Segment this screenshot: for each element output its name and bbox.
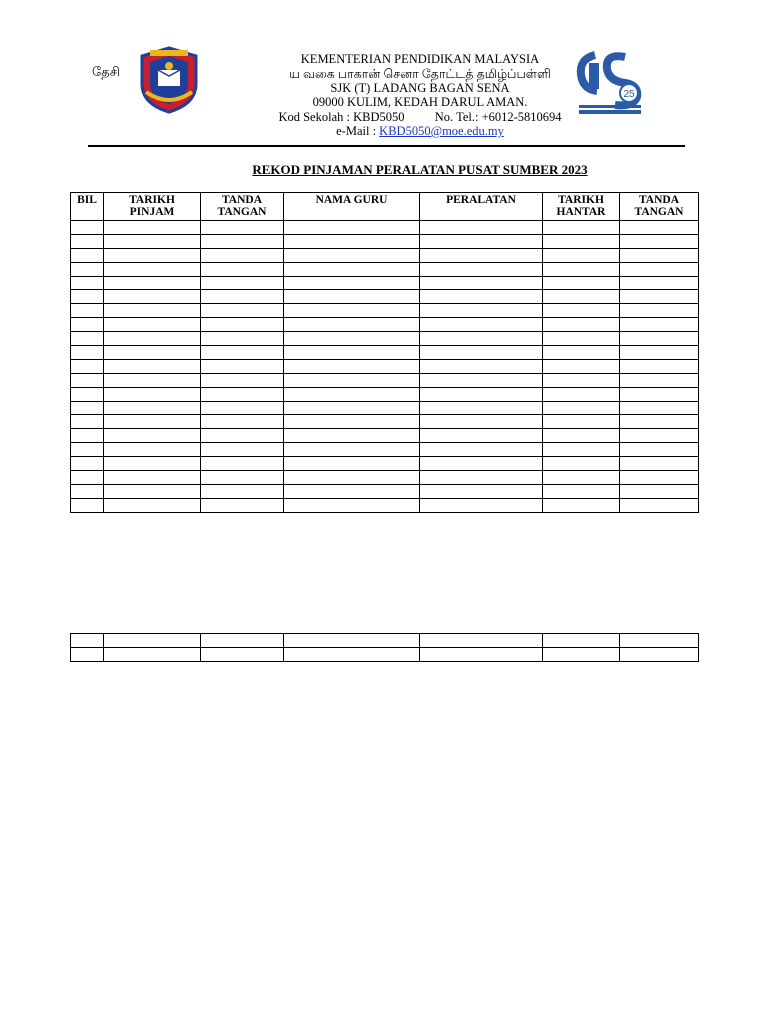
school-name: SJK (T) LADANG BAGAN SENA <box>330 81 510 95</box>
table-cell <box>420 359 543 373</box>
table-row <box>71 318 699 332</box>
table-row <box>71 373 699 387</box>
table-cell <box>71 415 104 429</box>
table-cell <box>71 262 104 276</box>
table-row <box>71 634 699 648</box>
table-cell <box>201 304 284 318</box>
email-line <box>200 124 640 139</box>
table-row <box>71 484 699 498</box>
school-code-label: Kod Sekolah : <box>278 110 350 124</box>
table-cell <box>284 415 420 429</box>
table-cell <box>201 498 284 512</box>
table-cell <box>71 318 104 332</box>
table-cell <box>620 373 699 387</box>
table-cell <box>201 471 284 485</box>
table-cell <box>104 457 201 471</box>
table-cell <box>420 401 543 415</box>
table-row <box>71 262 699 276</box>
table-cell <box>620 359 699 373</box>
col-header-tanda-tangan: TANDA TANGAN <box>201 193 284 221</box>
table-cell <box>284 290 420 304</box>
school-emblem-logo <box>136 46 202 114</box>
table-body <box>71 221 699 513</box>
school-name-tamil: ய வகை பாகான் செனா தோட்டத் தமிழ்ப்பள்ளி <box>289 67 551 81</box>
table-row <box>71 443 699 457</box>
table-cell <box>543 318 620 332</box>
table-cell <box>620 429 699 443</box>
document-title: REKOD PINJAMAN PERALATAN PUSAT SUMBER 2023 <box>252 162 588 177</box>
table-body-continuation <box>71 634 699 662</box>
table-cell <box>543 346 620 360</box>
table-cell <box>104 318 201 332</box>
table-cell <box>543 457 620 471</box>
table-cell <box>284 373 420 387</box>
table-cell <box>201 346 284 360</box>
table-cell <box>104 429 201 443</box>
table-row <box>71 647 699 661</box>
table-cell <box>620 304 699 318</box>
table-cell <box>543 248 620 262</box>
table-cell <box>543 634 620 648</box>
table-cell <box>104 373 201 387</box>
table-cell <box>420 276 543 290</box>
table-cell <box>420 346 543 360</box>
table-cell <box>620 484 699 498</box>
header-left-text: தேசி <box>92 64 120 79</box>
table-cell <box>543 471 620 485</box>
table-cell <box>620 443 699 457</box>
table-cell <box>620 248 699 262</box>
table-cell <box>201 373 284 387</box>
phone-label: No. Tel.: <box>434 110 479 124</box>
table-cell <box>420 373 543 387</box>
table-cell <box>201 429 284 443</box>
table-cell <box>420 457 543 471</box>
phone-value: +6012-5810694 <box>481 110 562 124</box>
table-cell <box>71 248 104 262</box>
table-cell <box>420 647 543 661</box>
table-cell <box>201 276 284 290</box>
table-cell <box>620 346 699 360</box>
loan-record-table-continuation <box>70 633 699 662</box>
svg-text:25: 25 <box>623 89 635 100</box>
table-cell <box>104 415 201 429</box>
table-cell <box>284 332 420 346</box>
table-header-row <box>71 193 699 221</box>
school-address: 09000 KULIM, KEDAH DARUL AMAN. <box>312 95 528 109</box>
table-cell <box>543 498 620 512</box>
table-cell <box>620 498 699 512</box>
table-cell <box>104 387 201 401</box>
table-cell <box>284 443 420 457</box>
table-row <box>71 276 699 290</box>
table-cell <box>284 429 420 443</box>
table-cell <box>71 234 104 248</box>
table-cell <box>420 484 543 498</box>
email-link[interactable]: KBD5050@moe.edu.my <box>379 124 504 138</box>
table-cell <box>104 234 201 248</box>
table-cell <box>71 304 104 318</box>
col-header-tarikh-pinjam: TARIKH PINJAM <box>104 193 201 221</box>
table-cell <box>71 443 104 457</box>
table-cell <box>104 276 201 290</box>
col-header-tarikh-hantar: TARIKH HANTAR <box>543 193 620 221</box>
table-cell <box>284 484 420 498</box>
table-cell <box>71 346 104 360</box>
table-cell <box>71 373 104 387</box>
table-cell <box>420 262 543 276</box>
table-cell <box>420 387 543 401</box>
table-cell <box>543 221 620 235</box>
table-cell <box>71 429 104 443</box>
table-cell <box>620 221 699 235</box>
table-cell <box>284 262 420 276</box>
table-cell <box>284 221 420 235</box>
table-cell <box>420 634 543 648</box>
table-cell <box>543 443 620 457</box>
table-cell <box>620 290 699 304</box>
table-cell <box>201 318 284 332</box>
table-cell <box>71 332 104 346</box>
table-cell <box>104 290 201 304</box>
contact-line <box>200 110 640 125</box>
table-cell <box>71 221 104 235</box>
ministry-name: KEMENTERIAN PENDIDIKAN MALAYSIA <box>300 52 540 66</box>
table-cell <box>420 415 543 429</box>
table-cell <box>201 248 284 262</box>
table-cell <box>284 346 420 360</box>
table-cell <box>104 443 201 457</box>
table-cell <box>104 262 201 276</box>
table-cell <box>543 290 620 304</box>
table-cell <box>543 332 620 346</box>
table-cell <box>543 276 620 290</box>
table-cell <box>620 332 699 346</box>
table-cell <box>71 471 104 485</box>
table-cell <box>420 248 543 262</box>
table-cell <box>543 401 620 415</box>
email-label: e-Mail : <box>336 124 377 138</box>
table-cell <box>620 234 699 248</box>
table-cell <box>284 498 420 512</box>
table-cell <box>420 221 543 235</box>
table-cell <box>420 234 543 248</box>
table-cell <box>201 484 284 498</box>
table-row <box>71 359 699 373</box>
loan-record-table <box>70 192 699 513</box>
table-cell <box>543 647 620 661</box>
col-header-bil: BIL <box>71 193 104 221</box>
table-cell <box>543 429 620 443</box>
col-header-peralatan: PERALATAN <box>420 193 543 221</box>
table-cell <box>71 387 104 401</box>
table-cell <box>104 248 201 262</box>
table-row <box>71 234 699 248</box>
table-cell <box>284 401 420 415</box>
table-cell <box>284 457 420 471</box>
table-cell <box>201 387 284 401</box>
table-cell <box>201 332 284 346</box>
table-cell <box>71 634 104 648</box>
table-cell <box>420 304 543 318</box>
table-cell <box>284 471 420 485</box>
school-code-value: KBD5050 <box>353 110 405 124</box>
table-cell <box>201 401 284 415</box>
table-row <box>71 471 699 485</box>
table-cell <box>104 401 201 415</box>
table-row <box>71 457 699 471</box>
table-row <box>71 304 699 318</box>
table-cell <box>284 234 420 248</box>
table-cell <box>620 634 699 648</box>
table-cell <box>620 387 699 401</box>
anniversary-25-logo <box>575 49 645 115</box>
table-cell <box>420 318 543 332</box>
table-cell <box>104 484 201 498</box>
col-header-tanda-tangan-2: TANDA TANGAN <box>620 193 699 221</box>
table-row <box>71 429 699 443</box>
table-cell <box>201 457 284 471</box>
table-cell <box>620 262 699 276</box>
table-row <box>71 221 699 235</box>
table-cell <box>201 262 284 276</box>
table-row <box>71 248 699 262</box>
table-cell <box>284 318 420 332</box>
table-cell <box>71 401 104 415</box>
table-cell <box>201 443 284 457</box>
table-cell <box>543 304 620 318</box>
table-cell <box>543 234 620 248</box>
table-row <box>71 290 699 304</box>
table-cell <box>104 304 201 318</box>
table-cell <box>201 221 284 235</box>
table-cell <box>104 359 201 373</box>
table-cell <box>543 359 620 373</box>
table-cell <box>543 387 620 401</box>
table-cell <box>104 221 201 235</box>
table-cell <box>284 248 420 262</box>
col-header-nama-guru: NAMA GURU <box>284 193 420 221</box>
table-cell <box>284 387 420 401</box>
table-cell <box>620 457 699 471</box>
table-cell <box>620 415 699 429</box>
table-cell <box>284 359 420 373</box>
table-cell <box>104 332 201 346</box>
table-cell <box>284 634 420 648</box>
table-row <box>71 498 699 512</box>
table-cell <box>620 318 699 332</box>
table-cell <box>71 647 104 661</box>
table-cell <box>104 647 201 661</box>
table-row <box>71 332 699 346</box>
table-cell <box>420 429 543 443</box>
table-cell <box>71 290 104 304</box>
table-row <box>71 346 699 360</box>
table-cell <box>71 457 104 471</box>
table-row <box>71 415 699 429</box>
table-cell <box>104 471 201 485</box>
table-cell <box>201 647 284 661</box>
table-cell <box>543 484 620 498</box>
table-cell <box>201 234 284 248</box>
table-cell <box>620 471 699 485</box>
table-cell <box>620 276 699 290</box>
table-cell <box>201 634 284 648</box>
table-cell <box>201 359 284 373</box>
table-cell <box>201 415 284 429</box>
table-cell <box>543 415 620 429</box>
header-divider <box>88 145 685 147</box>
table-row <box>71 387 699 401</box>
table-cell <box>104 346 201 360</box>
table-cell <box>284 304 420 318</box>
table-cell <box>284 647 420 661</box>
table-row <box>71 401 699 415</box>
table-cell <box>104 498 201 512</box>
table-cell <box>620 647 699 661</box>
table-cell <box>420 471 543 485</box>
table-cell <box>71 484 104 498</box>
table-cell <box>543 373 620 387</box>
table-cell <box>543 262 620 276</box>
table-cell <box>104 634 201 648</box>
table-cell <box>71 498 104 512</box>
table-cell <box>71 359 104 373</box>
table-cell <box>201 290 284 304</box>
table-cell <box>620 401 699 415</box>
table-cell <box>420 498 543 512</box>
table-cell <box>420 443 543 457</box>
table-cell <box>420 290 543 304</box>
table-cell <box>420 332 543 346</box>
table-cell <box>71 276 104 290</box>
table-cell <box>284 276 420 290</box>
